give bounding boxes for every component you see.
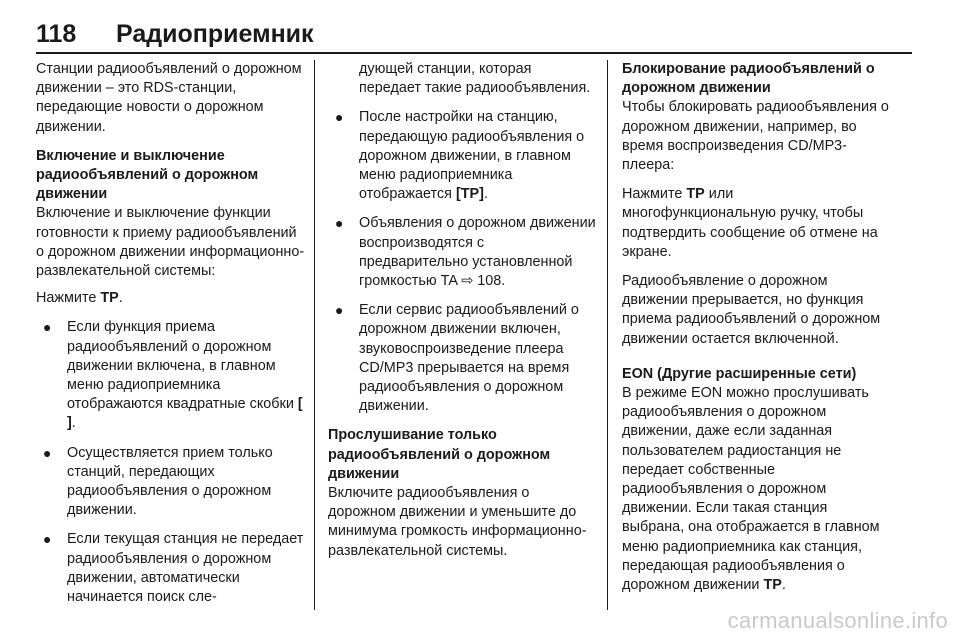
section-heading: Блокирование радиообъявлений о дорожном движении [622, 61, 875, 97]
bullet-icon: ● [335, 302, 344, 319]
list-item [36, 318, 306, 433]
paragraph [622, 384, 890, 595]
paragraph: Радиообъявление о дорожном движении прерывается, но функция приема радиообъявлений о дорожном движении остается включенной. [622, 273, 881, 347]
key-label: TP [100, 290, 119, 307]
page-title: Радиоприемник [116, 20, 314, 48]
header-rule [36, 52, 912, 54]
column-divider [607, 60, 608, 610]
text: Осуществляется прием только станций, передающих радиообъявления о дорожном движении. [67, 444, 273, 519]
key-label: [ ] [67, 396, 303, 432]
page-number: 118 [36, 20, 77, 48]
paragraph: Включите радиообъявления о дорожном движении и уменьшите до минимума громкость информационно-развлекательной системы. [328, 485, 587, 559]
list-item [36, 530, 306, 607]
page-header [36, 20, 912, 49]
press-instruction [36, 289, 306, 308]
text: Объявления о дорожном движении воспроизводятся с предварительно установленной громкостью TA [359, 215, 596, 290]
bullet-icon: ● [43, 531, 52, 548]
bullet-list [36, 318, 306, 607]
text: Если сервис радиообъявлений о дорожном движении включен, звуковоспроизведение плеера CD/MP3 прерывается на время радиообъявления о дорожном движении. [359, 302, 579, 415]
paragraph [622, 185, 890, 262]
key-label: TP [686, 186, 705, 203]
text: . [483, 186, 488, 203]
text: . [118, 290, 123, 307]
paragraph: Включение и выключение функции готовности к приему радиообъявлений о дорожном движении информационно-развлекательной системы: [36, 205, 305, 280]
continued-text: дующей станции, которая передает такие радиообъявления. [359, 61, 591, 97]
list-item [328, 214, 596, 291]
text: . [781, 577, 786, 594]
intro-paragraph: Станции радиообъявлений о дорожном движении – это RDS-станции, передающие новости о дорожном движении. [36, 61, 302, 135]
column-1 [36, 60, 306, 617]
key-label: TP [763, 577, 782, 594]
text: Если функция приема радиообъявлений о дорожном движении включена, в главном меню радиоприемника отображаются квадратные скобки [67, 319, 298, 413]
text: или многофункциональную ручку, чтобы подтвердить сообщение об отмене на экране. [622, 186, 878, 260]
list-item [36, 444, 306, 521]
bullet-icon: ● [43, 319, 52, 336]
bullet-icon: ● [43, 444, 52, 461]
text: В режиме EON можно прослушивать радиообъявления о дорожном движении, даже если заданная пользователем радиостанция не передает собственные радиообъявления о дорожном движении. Если такая станция выбрана, она отображается в главном меню радиоприемника как станция, передающая радиообъявления о дорожном движении [622, 385, 880, 594]
column-2 [328, 60, 596, 571]
paragraph: Чтобы блокировать радиообъявления о дорожном движении, например, во время воспроизведения CD/MP3-плеера: [622, 99, 889, 174]
section-heading: Включение и выключение радиообъявлений о дорожном движении [36, 147, 259, 203]
text: . [71, 415, 76, 432]
bullet-icon: ● [335, 215, 344, 232]
key-label: [TP] [455, 186, 484, 203]
watermark: carmanualsonline.info [727, 608, 948, 633]
column-divider [314, 60, 315, 610]
column-3 [622, 60, 890, 605]
list-item [328, 301, 596, 416]
section-heading: Прослушивание только радиообъявлений о дорожном движении [328, 427, 551, 482]
page-ref: 108. [477, 273, 506, 290]
page-ref-arrow-icon: ⇨ [461, 273, 474, 290]
list-item [328, 108, 596, 204]
text: Если текущая станция не передает радиообъявления о дорожном движении, автоматически начинается поиск сле- [67, 531, 304, 606]
bullet-list [328, 108, 596, 416]
text: Нажмите [622, 186, 687, 203]
bullet-icon: ● [335, 109, 344, 126]
text: После настройки на станцию, передающую радиообъявления о дорожном движении, в главном меню радиоприемника отображается [359, 109, 585, 203]
section-heading: EON (Другие расширенные сети) [622, 365, 857, 382]
text: Нажмите [36, 290, 101, 307]
